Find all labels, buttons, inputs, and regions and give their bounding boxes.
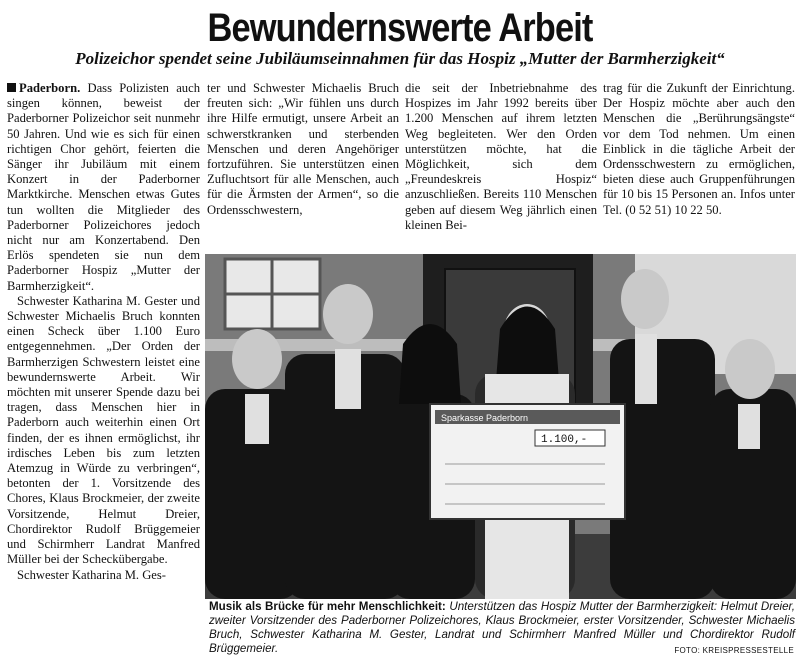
column-2-text: ter und Schwester Michaelis Bruch freuten sich: „Wir fühlen uns durch ihre Hilfe ermutigt, unsere Arbeit an schwerstkranken und sterbenden Menschen und deren Angehöriger fortzuführen. Sie unterstützen einen Zufluchtsort für alle Menschen, auch für die Ärmsten der Armen“, so die Ordensschwestern,	[207, 81, 399, 217]
headline: Bewundernswerte Arbeit	[207, 6, 593, 50]
paragraph-2: Schwester Katharina M. Gester und Schwester Michaelis Bruch konnten einen Scheck über 1.100 Euro entgegennehmen. „Der Orden der Barmherzigen Schwestern leistet eine bewundernswerte Arbeit. Wir möchten mit unserer Spende dazu bei tragen, dass Menschen hier in Paderborn auch weiterhin einen Ort finden, der es ihnen ermöglichst, ihr irdisches Leben bis zum letzten Atemzug in Würde zu verbringen“, betonten der 1. Vorsitzende des Chores, Klaus Brockmeier, der zweite Vorsitzende, Helmut Dreier, Chordirektor Rudolf Brüggemeier und Schirmherr Landrat Manfred Müller bei der Scheckübergabe.	[7, 293, 200, 567]
photo-illustration	[205, 254, 796, 599]
paragraph-1-text: Dass Polizisten auch singen können, beweist der Paderborner Polizeichor seit nunmehr 50 Jahren. Und wie es sich für einen richtigen Chor gehört, feierten die Sänger ihr Jubiläum mit einem Konzert in der Paderborner Marktkirche. Menschen etwas Gutes tun wollten die Mitglieder des Paderborner Polizeichores jedoch nicht nur am Konzertabend. Den Erlös spendeten sie nun dem Paderborner Hospiz „Mutter der Barmherzigkeit“.	[7, 81, 200, 293]
article-column-2	[207, 81, 399, 251]
article-column-1	[7, 81, 200, 666]
caption-lead: Musik als Brücke für mehr Menschlichkeit:	[209, 600, 446, 613]
paragraph-3: Schwester Katharina M. Ges-	[17, 567, 166, 582]
square-bullet-icon	[7, 83, 16, 92]
cheque	[430, 404, 625, 519]
column-3-text: die seit der Inbetriebnahme des Hospizes im Jahr 1992 bereits über 1.200 Menschen auf ihrem letzten Weg begleiteten. Wer den Orden unterstützen möchte, hat die Möglichkeit, sich dem „Freundeskreis Hospiz“ anzuschließen. Bereits 110 Menschen geben auf diesem Weg jährlich einen kleinen Bei-	[405, 81, 597, 232]
subheadline: Polizeichor spendet seine Jubiläumseinnahmen für das Hospiz „Mutter der Barmherzigkeit“	[75, 49, 725, 68]
paragraph-1	[7, 81, 200, 294]
column-4-text: trag für die Zukunft der Einrichtung. Der Hospiz möchte aber auch den Menschen die „Berührungsängste“ vor dem Tod nehmen. Um einen Einblick in die tägliche Arbeit der Ordensschwestern zu ermöglichen, bieten diese auch Gruppenführungen für 10 bis 15 Personen an. Infos unter Tel. (0 52 51) 10 22 50.	[603, 81, 795, 217]
caption-text: Unterstützen das Hospiz Mutter der Barmherzigkeit: Helmut Dreier, zweiter Vorsitzender des Paderborner Polizeichores, Klaus Brockmeier, erster Vorsitzender, Schwester Michaelis Bruch, Schwester Katharina M. Gester, Landrat und Schirmherr Manfred Müller und Chordirektor Rudolf Brüggemeier.	[209, 600, 795, 655]
photo-credit: FOTO: KREISPRESSESTELLE	[674, 646, 794, 655]
dateline: Paderborn.	[19, 81, 81, 95]
group-photo	[205, 254, 796, 599]
cheque-bank: Sparkasse Paderborn	[441, 413, 529, 423]
article-column-4	[603, 81, 795, 251]
article-column-3	[405, 81, 597, 251]
cheque-amount: 1.100,-	[541, 434, 588, 446]
